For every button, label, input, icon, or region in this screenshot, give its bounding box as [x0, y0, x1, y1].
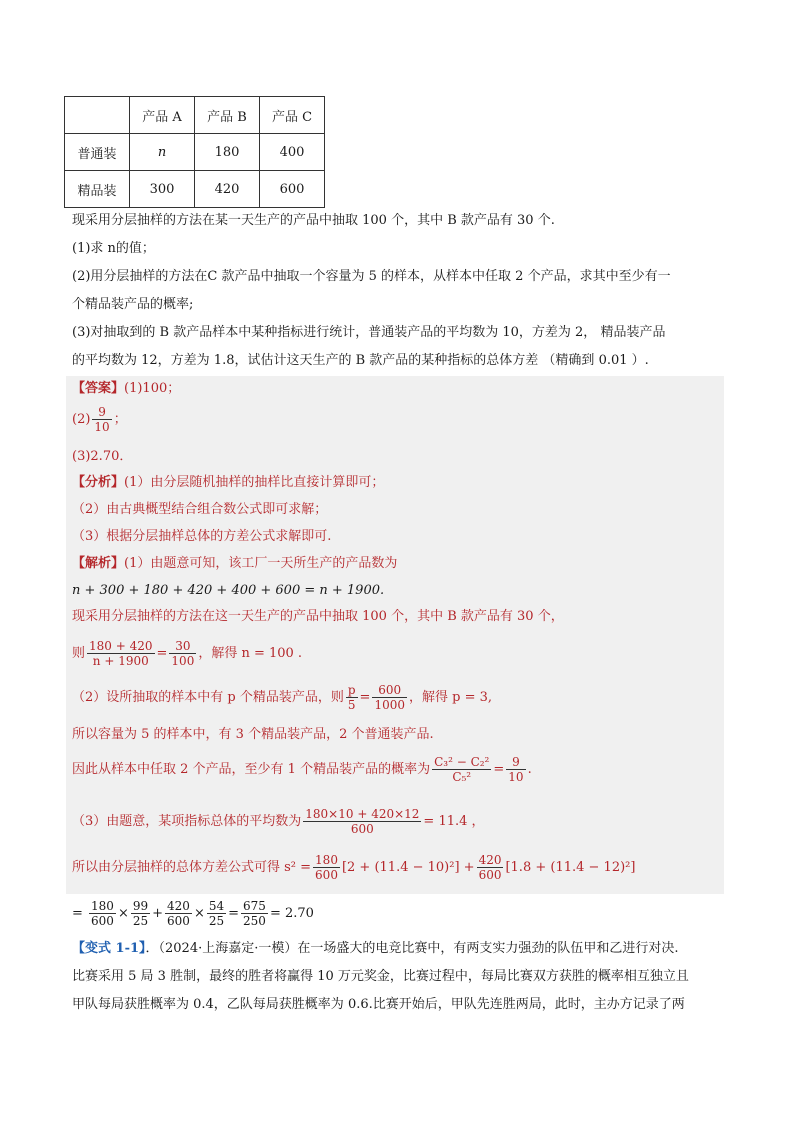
denominator: 250 [243, 914, 266, 928]
table-cell: n [130, 134, 195, 171]
variant-tag: 【变式 1-1】 [72, 941, 146, 956]
table-header-cell: 产品 B [195, 97, 260, 134]
denominator: 10 [508, 770, 524, 784]
text: 因此从样本中任取 2 个产品，至少有 1 个精品装产品的概率为 [72, 762, 431, 777]
table-cell: 300 [130, 171, 195, 208]
product-table [64, 96, 325, 208]
denominator: 600 [91, 914, 114, 928]
answer-tag: 【答案】 [72, 381, 125, 396]
numerator: 420 [478, 853, 502, 867]
fraction [241, 899, 268, 928]
denominator: n + 1900 [92, 654, 149, 668]
answer-2-suffix: ； [113, 412, 127, 427]
analysis-tag: 【分析】 [72, 475, 125, 490]
text: 则 [72, 646, 86, 661]
variant-text: ．（2024·上海嘉定·一模）在一场盛大的电竞比赛中，有两支实力强劲的队伍甲和乙进行对决. [145, 941, 679, 956]
numerator: 54 [208, 899, 225, 913]
table-cell: 420 [195, 171, 260, 208]
table-cell: 400 [260, 134, 325, 171]
fraction [432, 755, 491, 784]
fraction [169, 639, 196, 668]
analysis-line1 [72, 472, 384, 494]
question-intro: 现采用分层抽样的方法在某一天生产的产品中抽取 100 个，其中 B 款产品有 30 个. [72, 213, 555, 228]
denominator: 10 [94, 420, 110, 434]
fraction [372, 683, 407, 712]
denominator: 25 [208, 914, 225, 928]
row-label: 精品装 [65, 171, 130, 208]
table-header-cell: 产品 C [260, 97, 325, 134]
fraction [313, 853, 340, 882]
solution-line5 [72, 678, 492, 718]
answer-line2 [72, 405, 127, 435]
numerator: 180 [315, 853, 338, 867]
question-3-line2: 的平均数为 12，方差为 1.8，试估计这天生产的 B 款产品的某种指标的总体方差 （精确到 0.01 ）. [72, 353, 649, 368]
solution-line2: n + 300 + 180 + 420 + 400 + 600 = n + 1900. [72, 583, 385, 598]
numerator: 9 [92, 405, 111, 420]
text: = 11.4 ， [423, 814, 485, 829]
fraction [165, 899, 192, 928]
fraction [506, 755, 525, 784]
denominator: 600 [350, 822, 374, 836]
denominator: 600 [478, 868, 502, 882]
solution-line6: 所以容量为 5 的样本中，有 3 个精品装产品，2 个普通装产品. [72, 727, 434, 742]
answer-2-prefix: (2) [72, 412, 91, 427]
solution-line1 [72, 553, 397, 575]
numerator: 420 [167, 899, 190, 913]
table-header-cell [65, 97, 130, 134]
fraction [303, 807, 421, 836]
text: ，解得 p = 3, [409, 690, 493, 705]
numerator: 99 [132, 899, 149, 913]
denominator: C₅² [452, 770, 472, 784]
question-1: (1)求 n的值； [72, 241, 155, 256]
answer-2-fraction [92, 405, 111, 434]
table-cell: 180 [195, 134, 260, 171]
table-header-row [65, 97, 325, 134]
answer-1: (1)100； [124, 381, 181, 396]
denominator: 600 [315, 868, 338, 882]
numerator: 180 [91, 899, 114, 913]
fraction [89, 899, 116, 928]
numerator: 600 [372, 683, 407, 698]
variant-line3: 甲队每局获胜概率为 0.4，乙队每局获胜概率为 0.6.比赛开始后，甲队先连胜两局，此时，主办方记录了两 [72, 997, 685, 1012]
question-2-line1: (2)用分层抽样的方法在C 款产品中抽取一个容量为 5 的样本，从样本中任取 2 个产品，求其中至少有一 [72, 269, 671, 284]
variant-line2: 比赛采用 5 局 3 胜制，最终的胜者将赢得 10 万元奖金，比赛过程中，每局比赛双方获胜的概率相互独立且 [72, 969, 689, 984]
denominator: 100 [171, 654, 195, 668]
text: = 2.70 [269, 906, 314, 921]
analysis-line3: （3）根据分层抽样总体的方差公式求解即可. [72, 529, 332, 544]
denominator: 25 [132, 914, 149, 928]
fraction [477, 853, 504, 882]
text: . [527, 762, 532, 777]
answer-3: (3)2.70． [72, 449, 133, 464]
solution-text: (1）由题意可知，该工厂一天所生产的产品数为 [124, 556, 398, 571]
fraction [346, 683, 358, 712]
analysis-line2: （2）由古典概型结合组合数公式即可求解； [72, 502, 328, 517]
text: （3）由题意，某项指标总体的平均数为 [72, 814, 302, 829]
fraction [207, 899, 226, 928]
table-cell: 600 [260, 171, 325, 208]
fraction [131, 899, 150, 928]
solution-line4 [72, 634, 302, 674]
numerator: p [347, 683, 356, 697]
table-row [65, 134, 325, 171]
text: [2 + (11.4 − 10)²] + [341, 860, 475, 875]
denominator: 1000 [374, 698, 405, 712]
row-label: 普通装 [65, 134, 130, 171]
numerator: 675 [243, 899, 266, 913]
numerator: 180 + 420 [89, 639, 153, 653]
text: （2）设所抽取的样本中有 p 个精品装产品，则 [72, 690, 344, 705]
variant-line1 [72, 938, 679, 960]
solution-line3: 现采用分层抽样的方法在这一天生产的产品中抽取 100 个，其中 B 款产品有 30 个， [72, 609, 564, 624]
text: [1.8 + (11.4 − 12)²] [505, 860, 636, 875]
solution-line10: = $\frac{180}{600}$ × $\frac{99}{25}$ + $\frac{420}{600}$ × $\frac{54}{25}$ = $\frac{675}{250}$ = 2.70 [72, 899, 314, 928]
text: 所以由分层抽样的总体方差公式可得 s² = [72, 860, 312, 875]
analysis-text: (1）由分层随机抽样的抽样比直接计算即可； [124, 475, 385, 490]
numerator: 9 [506, 755, 525, 770]
question-2-line2: 个精品装产品的概率; [72, 297, 194, 312]
text: ，解得 n = 100 . [198, 646, 303, 661]
equals: = [156, 646, 168, 661]
answer-line1 [72, 378, 180, 400]
question-3-line1: (3)对抽取到的 B 款产品样本中某种指标进行统计，普通装产品的平均数为 10，方差为 2， 精品装产品 [72, 325, 666, 340]
solution-line9 [72, 848, 635, 888]
table-header-cell: 产品 A [130, 97, 195, 134]
equals: = [359, 690, 371, 705]
table-row [65, 171, 325, 208]
solution-line7 [72, 750, 532, 790]
numerator: 180×10 + 420×12 [305, 807, 420, 821]
denominator: 5 [347, 698, 356, 712]
solution-line8 [72, 802, 485, 842]
solution-tag: 【解析】 [72, 556, 125, 571]
numerator: C₃² − C₂² [434, 755, 490, 769]
fraction [87, 639, 155, 668]
equals: = [493, 762, 505, 777]
numerator: 30 [169, 639, 196, 654]
denominator: 600 [167, 914, 190, 928]
